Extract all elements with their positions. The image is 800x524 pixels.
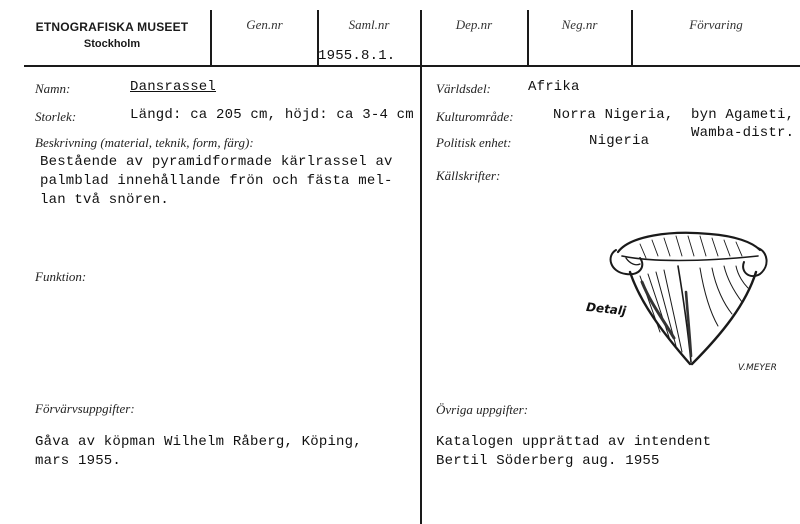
saml-nr-value: 1955.8.1.: [318, 48, 396, 64]
kulturomrade-value-2: byn Agameti,: [691, 107, 795, 123]
center-divider: [420, 65, 422, 524]
museum-city: Stockholm: [83, 38, 141, 50]
dep-nr-label: Dep.nr: [455, 17, 493, 32]
politisk-value: Nigeria: [589, 133, 650, 149]
varldsdel-label: Världsdel:: [436, 81, 491, 96]
drawing-signature: V.MEYER: [738, 363, 777, 373]
forvarv-label: Förvärvsuppgifter:: [35, 401, 135, 416]
kulturomrade-label: Kulturområde:: [436, 109, 514, 124]
museum-name: ETNOGRAFISKA MUSEET: [35, 20, 189, 34]
saml-nr-label: Saml.nr: [348, 17, 390, 32]
forvaring-label: Förvaring: [689, 17, 743, 32]
varldsdel-value: Afrika: [528, 79, 580, 95]
neg-nr-label: Neg.nr: [561, 17, 598, 32]
forvarv-value: Gåva av köpman Wilhelm Råberg, Köping, mars 1955.: [35, 434, 362, 469]
rattle-drawing: [600, 222, 785, 372]
storlek-label: Storlek:: [35, 109, 77, 124]
ovriga-label: Övriga uppgifter:: [436, 402, 529, 417]
ovriga-value: Katalogen upprättad av intendent Bertil Söderberg aug. 1955: [436, 434, 712, 469]
funktion-label: Funktion:: [35, 269, 87, 284]
gen-nr-label: Gen.nr: [246, 17, 283, 32]
politisk-label: Politisk enhet:: [436, 135, 512, 150]
namn-label: Namn:: [35, 81, 71, 96]
drawing-caption: Detalj: [585, 299, 627, 319]
kulturomrade-value-1: Norra Nigeria,: [553, 107, 674, 123]
storlek-value: Längd: ca 205 cm, höjd: ca 3-4 cm: [130, 107, 414, 123]
beskrivning-value: Bestående av pyramidformade kärlrassel av palmblad innehållande frön och fästa mel- lan två snören.: [40, 154, 393, 208]
kallskrifter-label: Källskrifter:: [436, 168, 501, 183]
kulturomrade-value-3: Wamba-distr.: [691, 125, 795, 141]
header-bottom-rule: [24, 65, 800, 67]
beskrivning-label: Beskrivning (material, teknik, form, färg):: [35, 135, 254, 150]
namn-value: Dansrassel: [130, 79, 217, 95]
